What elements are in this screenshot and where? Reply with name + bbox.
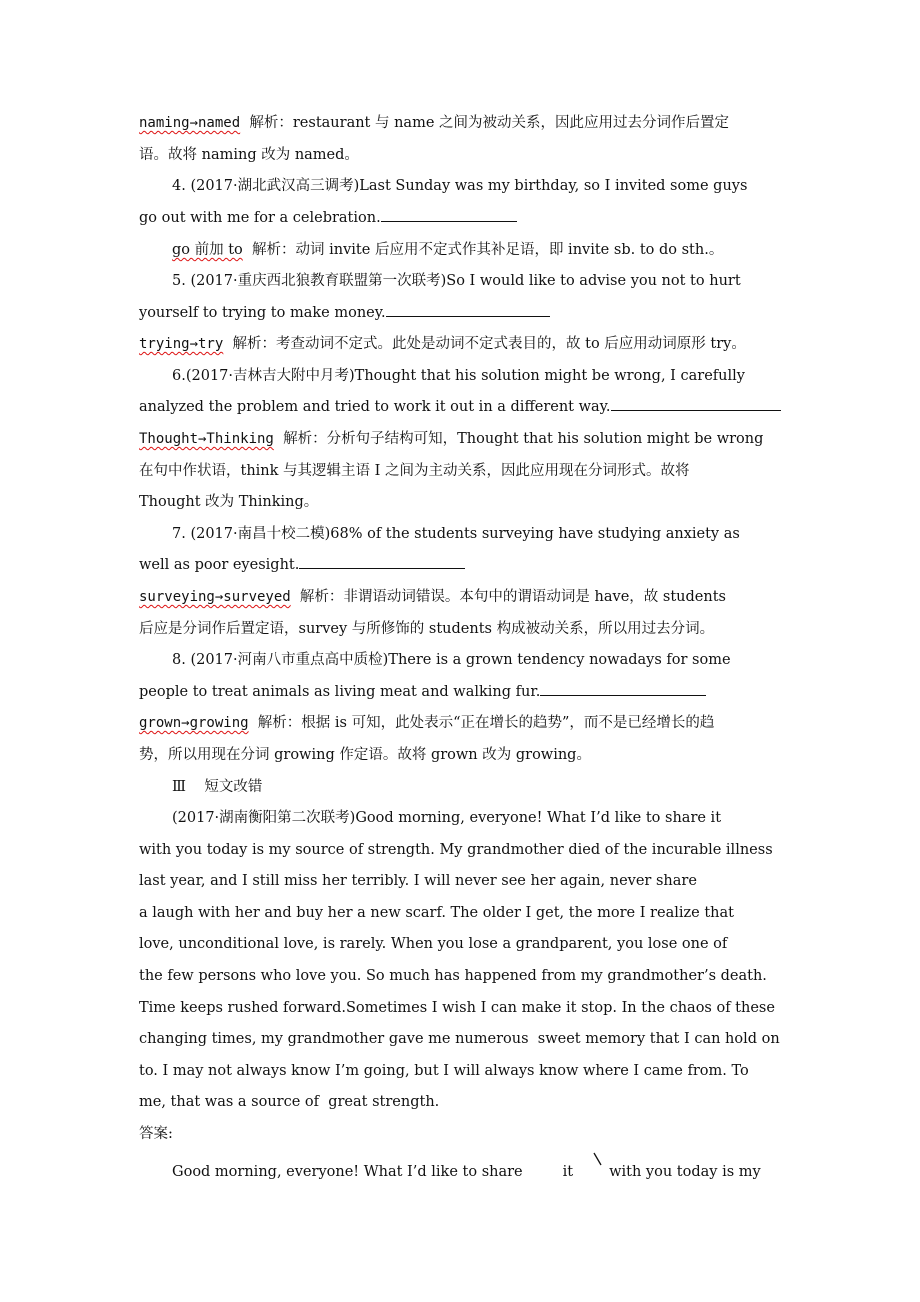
q5-answer-line: [139, 334, 746, 354]
q5-line-2: yourself to trying to make money.: [139, 303, 550, 323]
passage-line: changing times, my grandmother gave me numerous sweet memory that I can hold on: [139, 1031, 780, 1047]
passage-line: a laugh with her and buy her a new scarf. The older I get, the more I realize that: [139, 905, 734, 921]
q7-line-2: well as poor eyesight.: [139, 555, 465, 575]
passage-line: Time keeps rushed forward.Sometimes I wish I can make it stop. In the chaos of these: [139, 1000, 775, 1016]
q4-answer: go 前加 to: [172, 242, 243, 258]
q7-answer: surveying→surveyed: [139, 589, 291, 605]
q8-answer-blank[interactable]: [540, 682, 706, 696]
q3-explain: 解析：restaurant 与 name 之间为被动关系，因此应用过去分词作后置定: [240, 115, 730, 131]
q4-line-2: go out with me for a celebration.: [139, 208, 517, 228]
q3-answer: naming→named: [139, 115, 241, 131]
answer-label: 答案:: [139, 1126, 173, 1142]
passage-line: love, unconditional love, is rarely. When you lose a grandparent, you lose one of: [139, 936, 728, 952]
q7-line-1: 7. (2017·南昌十校二模)68% of the students surveying have studying anxiety as: [172, 526, 740, 542]
passage-line: (2017·湖南衡阳第二次联考)Good morning, everyone! What I’d like to share it: [172, 810, 722, 826]
q8-line-2: people to treat animals as living meat and walking fur.: [139, 682, 706, 702]
q7-explain: 解析：非谓语动词错误。本句中的谓语动词是 have，故 students: [290, 589, 726, 605]
q8-answer: grown→growing: [139, 715, 249, 731]
passage-line: me, that was a source of great strength.: [139, 1094, 440, 1110]
q7-explain-cont: 后应是分词作后置定语，survey 与所修饰的 students 构成被动关系，所以用过去分词。: [139, 621, 715, 637]
q6-line-2: analyzed the problem and tried to work it out in a different way.: [139, 397, 781, 417]
q5-line-1: 5. (2017·重庆西北狼教育联盟第一次联考)So I would like to advise you not to hurt: [172, 273, 741, 289]
q8-explain: 解析：根据 is 可知，此处表示“正在增长的趋势”，而不是已经增长的趋: [248, 715, 715, 731]
passage-line: last year, and I still miss her terribly. I will never see her again, never share: [139, 873, 697, 889]
q4-answer-blank[interactable]: [381, 208, 517, 222]
q4-answer-line: [172, 240, 723, 260]
answer-line: Good morning, everyone! What I’d like to share it with you today is my: [172, 1164, 761, 1180]
q8-explain-cont: 势，所以用现在分词 growing 作定语。故将 grown 改为 growing。: [139, 747, 591, 763]
passage-line: the few persons who love you. So much has happened from my grandmother’s death.: [139, 968, 767, 984]
q4-explain: 解析：动词 invite 后应用不定式作其补足语，即 invite sb. to do sth.。: [242, 242, 724, 258]
q4-line-1: 4. (2017·湖北武汉高三调考)Last Sunday was my birthday, so I invited some guys: [172, 178, 748, 194]
q8-line-1: 8. (2017·河南八市重点高中质检)There is a grown tendency nowadays for some: [172, 652, 731, 668]
q3-explain-cont: 语。故将 naming 改为 named。: [139, 147, 359, 163]
q7-answer-blank[interactable]: [299, 555, 465, 569]
q6-line-1: 6.(2017·吉林吉大附中月考)Thought that his solution might be wrong, I carefully: [172, 368, 745, 384]
q6-explain: 解析：分析句子结构可知，Thought that his solution might be wrong: [273, 431, 764, 447]
q6-answer: Thought→Thinking: [139, 431, 274, 447]
deletion-mark-icon: [593, 1152, 603, 1168]
passage-line: with you today is my source of strength. My grandmother died of the incurable illness: [139, 842, 773, 858]
q6-explain-cont-2: Thought 改为 Thinking。: [139, 494, 319, 510]
q8-answer-line: [139, 713, 714, 733]
passage-line: to. I may not always know I’m going, but I will always know where I came from. To: [139, 1063, 749, 1079]
q5-explain: 解析：考查动词不定式。此处是动词不定式表目的，故 to 后应用动词原形 try。: [223, 336, 746, 352]
q7-answer-line: [139, 587, 726, 607]
q6-answer-blank[interactable]: [611, 397, 781, 411]
q3-answer-line: [139, 113, 729, 133]
q6-answer-line: [139, 429, 763, 449]
q5-answer-blank[interactable]: [386, 303, 550, 317]
q5-answer: trying→try: [139, 336, 224, 352]
q6-explain-cont-1: 在句中作状语，think 与其逻辑主语 I 之间为主动关系，因此应用现在分词形式。故将: [139, 463, 690, 479]
section-heading: Ⅲ 短文改错: [172, 779, 263, 795]
answer-deleted-word: it: [562, 1164, 574, 1180]
